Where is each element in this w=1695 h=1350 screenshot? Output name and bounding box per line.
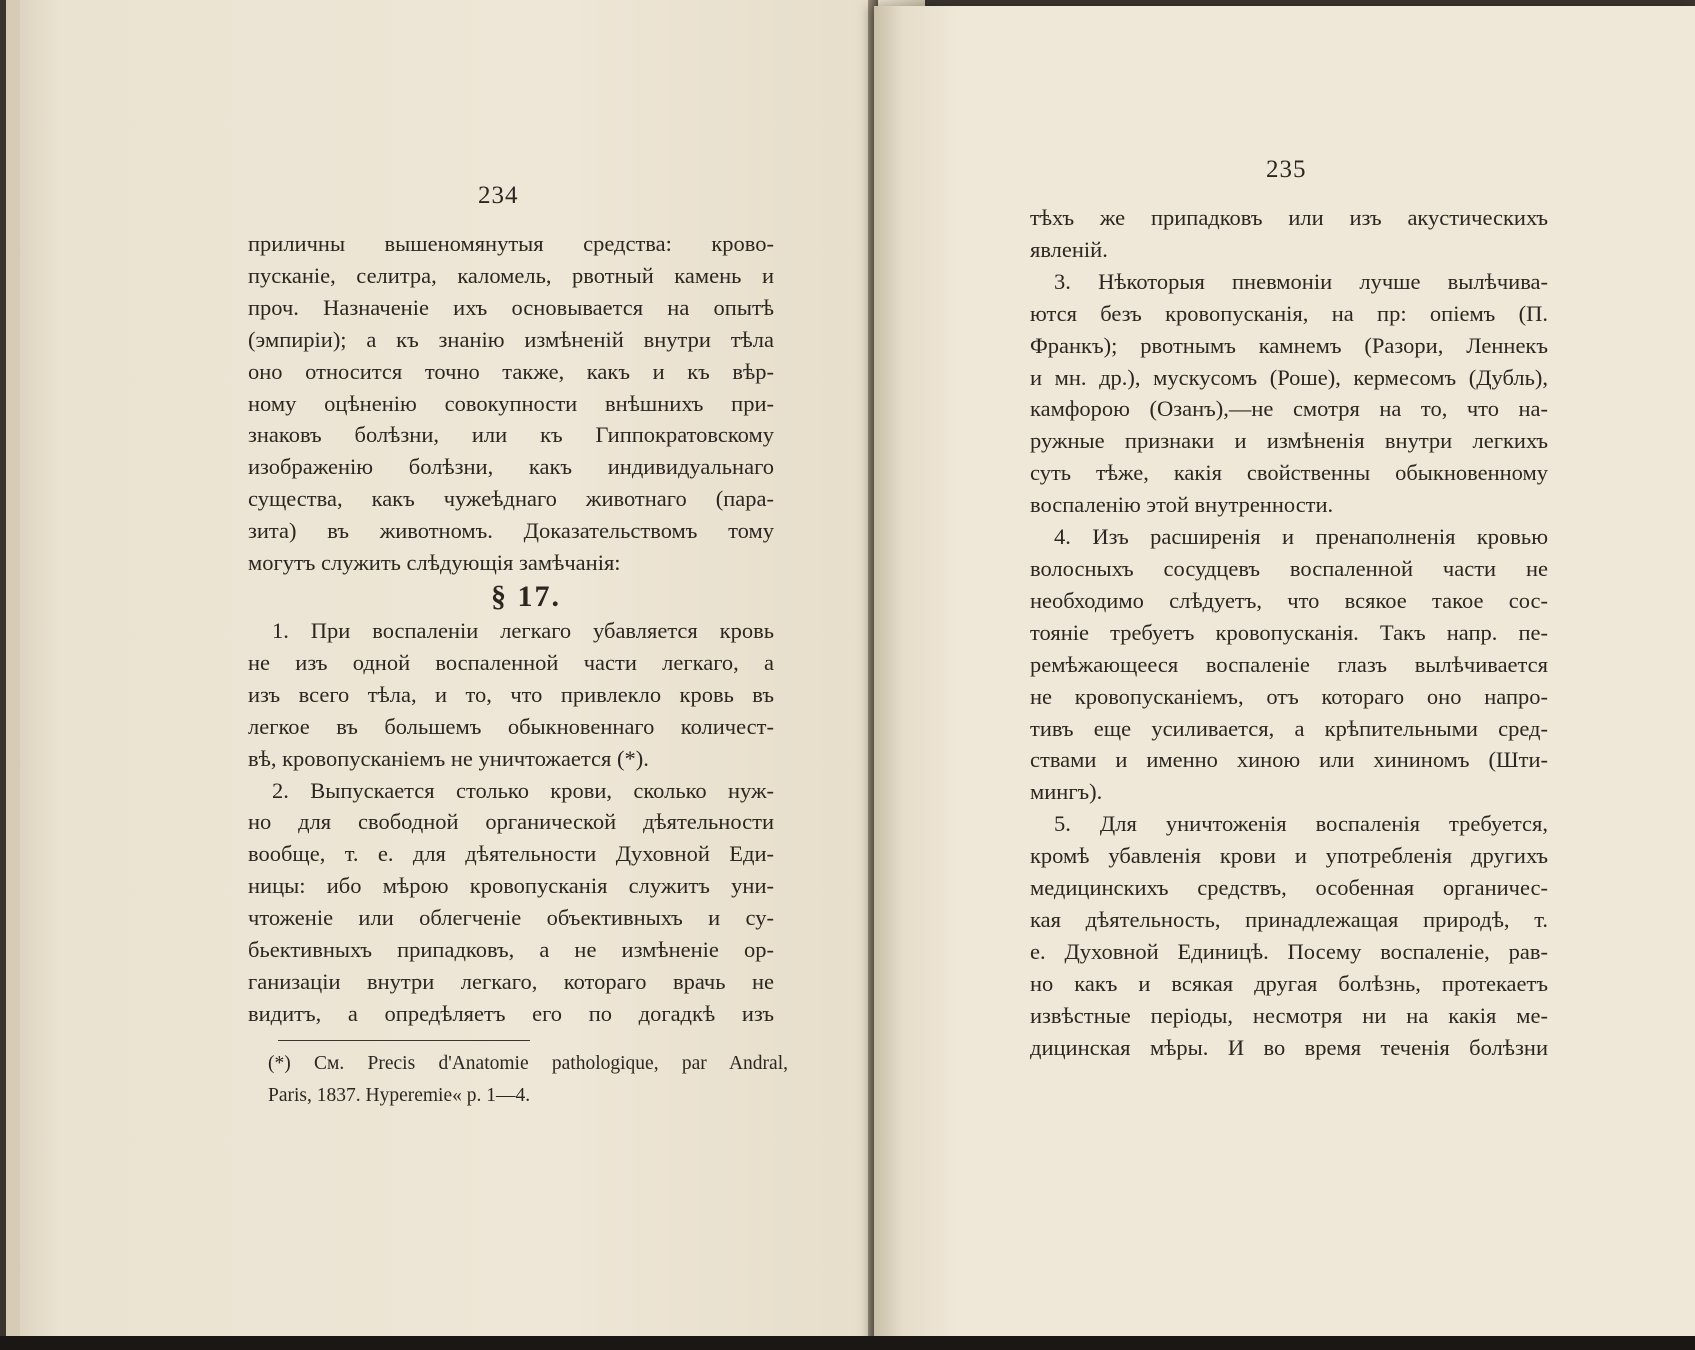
- text-line: и мн. др.), мускусомъ (Роше), кермесомъ (Дубль),: [1030, 364, 1548, 390]
- footnote: [268, 1048, 788, 1112]
- scan-edge: [0, 1336, 1695, 1350]
- text-line: мингъ).: [1030, 779, 1103, 805]
- text-line: вообще, т. е. для дѣятельности Духовной Еди-: [248, 841, 774, 867]
- text-line: явленій.: [1030, 236, 1108, 262]
- text-line: 4. Изъ расширенія и пренаполненія кровью: [1054, 524, 1548, 550]
- text-line: ружные признаки и измѣненія внутри легкихъ: [1030, 428, 1548, 454]
- text-line: ремѣжающееся воспаленіе глазъ вылѣчивается: [1030, 651, 1548, 677]
- text-line: легкое въ большемъ обыкновеннаго количест-: [248, 713, 774, 739]
- footnote-line: Paris, 1837. Hyperemie« p. 1—4.: [268, 1085, 531, 1106]
- right-page-body: [1030, 202, 1548, 1063]
- footnote-line: (*) См. Precis d'Anatomie pathologique, par Andral,: [268, 1053, 788, 1074]
- text-line: ганизаціи внутри легкаго, котораго врачь не: [248, 968, 774, 994]
- text-line: тояніе требуетъ кровопусканія. Такъ напр. пе-: [1030, 619, 1548, 645]
- text-line: не кровопусканіемъ, отъ котораго оно напро-: [1030, 683, 1548, 709]
- text-line: воспаленію этой внутренности.: [1030, 492, 1334, 518]
- text-line: зита) въ животномъ. Доказательствомъ тому: [248, 518, 774, 544]
- text-line: медицинскихъ средствъ, особенная органичес-: [1030, 875, 1548, 901]
- text-line: бьективныхъ припадковъ, а не измѣненіе ор-: [248, 937, 774, 963]
- text-line: видитъ, а опредѣляетъ его по догадкѣ изъ: [248, 1000, 774, 1026]
- text-line: пусканіе, селитра, каломель, рвотный камень и: [248, 262, 774, 288]
- right-page: [874, 6, 1695, 1350]
- text-line: ницы: ибо мѣрою кровопусканія служитъ уни-: [248, 873, 774, 899]
- text-line: но для свободной органической дѣятельности: [248, 809, 774, 835]
- text-line: существа, какъ чужеѣднаго животнаго (пара-: [248, 486, 774, 512]
- text-line: волосныхъ сосудцевъ воспаленной части не: [1030, 555, 1548, 581]
- text-line: тивъ еще усиливается, а крѣпительными сред-: [1030, 715, 1548, 741]
- text-line: не изъ одной воспаленной части легкаго, а: [248, 649, 774, 675]
- text-line: (эмпиріи); а къ знанію измѣненій внутри тѣла: [248, 326, 774, 352]
- section-heading: § 17.: [491, 579, 561, 613]
- text-line: приличны вышеномянутыя средства: крово-: [248, 231, 774, 256]
- text-line: камфорою (Озанъ),—не смотря на то, что на-: [1030, 396, 1548, 422]
- text-line: могутъ служить слѣдующія замѣчанія:: [248, 550, 621, 576]
- text-line: кая дѣятельность, принадлежащая природѣ, т.: [1030, 906, 1548, 932]
- page-number-left: 234: [478, 182, 519, 209]
- text-line: ствами и именно хиною или хининомъ (Шти-: [1030, 747, 1548, 773]
- text-line: извѣстные періоды, несмотря ни на какія ме-: [1030, 1002, 1548, 1028]
- text-line: чтоженіе или облегченіе объективныхъ и су-: [248, 905, 774, 931]
- text-line: оно относится точно также, какъ и къ вѣр-: [248, 358, 774, 384]
- text-line: проч. Назначеніе ихъ основывается на опытѣ: [248, 294, 774, 320]
- text-line: ются безъ кровопусканія, на пр: опіемъ (П.: [1030, 300, 1548, 326]
- text-line: 1. При воспаленіи легкаго убавляется кровь: [272, 617, 774, 643]
- text-line: изъ всего тѣла, и то, что привлекло кровь въ: [248, 681, 774, 707]
- text-line: изображенію болѣзни, какъ индивидуальнаго: [248, 454, 774, 480]
- text-line: Франкъ); рвотнымъ камнемъ (Разори, Леннекъ: [1030, 332, 1548, 358]
- left-page: [6, 0, 925, 1350]
- text-line: ному оцѣненію совокупности внѣшнихъ при-: [248, 390, 774, 416]
- text-line: дицинская мѣры. И во время теченія болѣзни: [1030, 1034, 1548, 1060]
- text-line: необходимо слѣдуетъ, что всякое такое сос-: [1030, 587, 1548, 613]
- text-line: знаковъ болѣзни, или къ Гиппократовскому: [248, 422, 774, 448]
- footnote-divider: [278, 1040, 530, 1041]
- left-page-body: [248, 228, 774, 1030]
- text-line: суть тѣже, какія свойственны обыкновенному: [1030, 460, 1548, 486]
- page-number-right: 235: [1266, 156, 1307, 183]
- text-line: но какъ и всякая другая болѣзнь, протекаетъ: [1030, 970, 1548, 996]
- text-line: 3. Нѣкоторыя пневмоніи лучше вылѣчива-: [1054, 268, 1548, 294]
- text-line: е. Духовной Единицѣ. Посему воспаленіе, рав-: [1030, 938, 1548, 964]
- text-line: вѣ, кровопусканіемъ не уничтожается (*).: [248, 745, 649, 771]
- text-line: 2. Выпускается столько крови, сколько нуж-: [272, 777, 774, 803]
- text-line: кромѣ убавленія крови и употребленія другихъ: [1030, 843, 1548, 869]
- text-line: 5. Для уничтоженія воспаленія требуется,: [1054, 811, 1548, 837]
- text-line: тѣхъ же припадковъ или изъ акустическихъ: [1030, 205, 1548, 230]
